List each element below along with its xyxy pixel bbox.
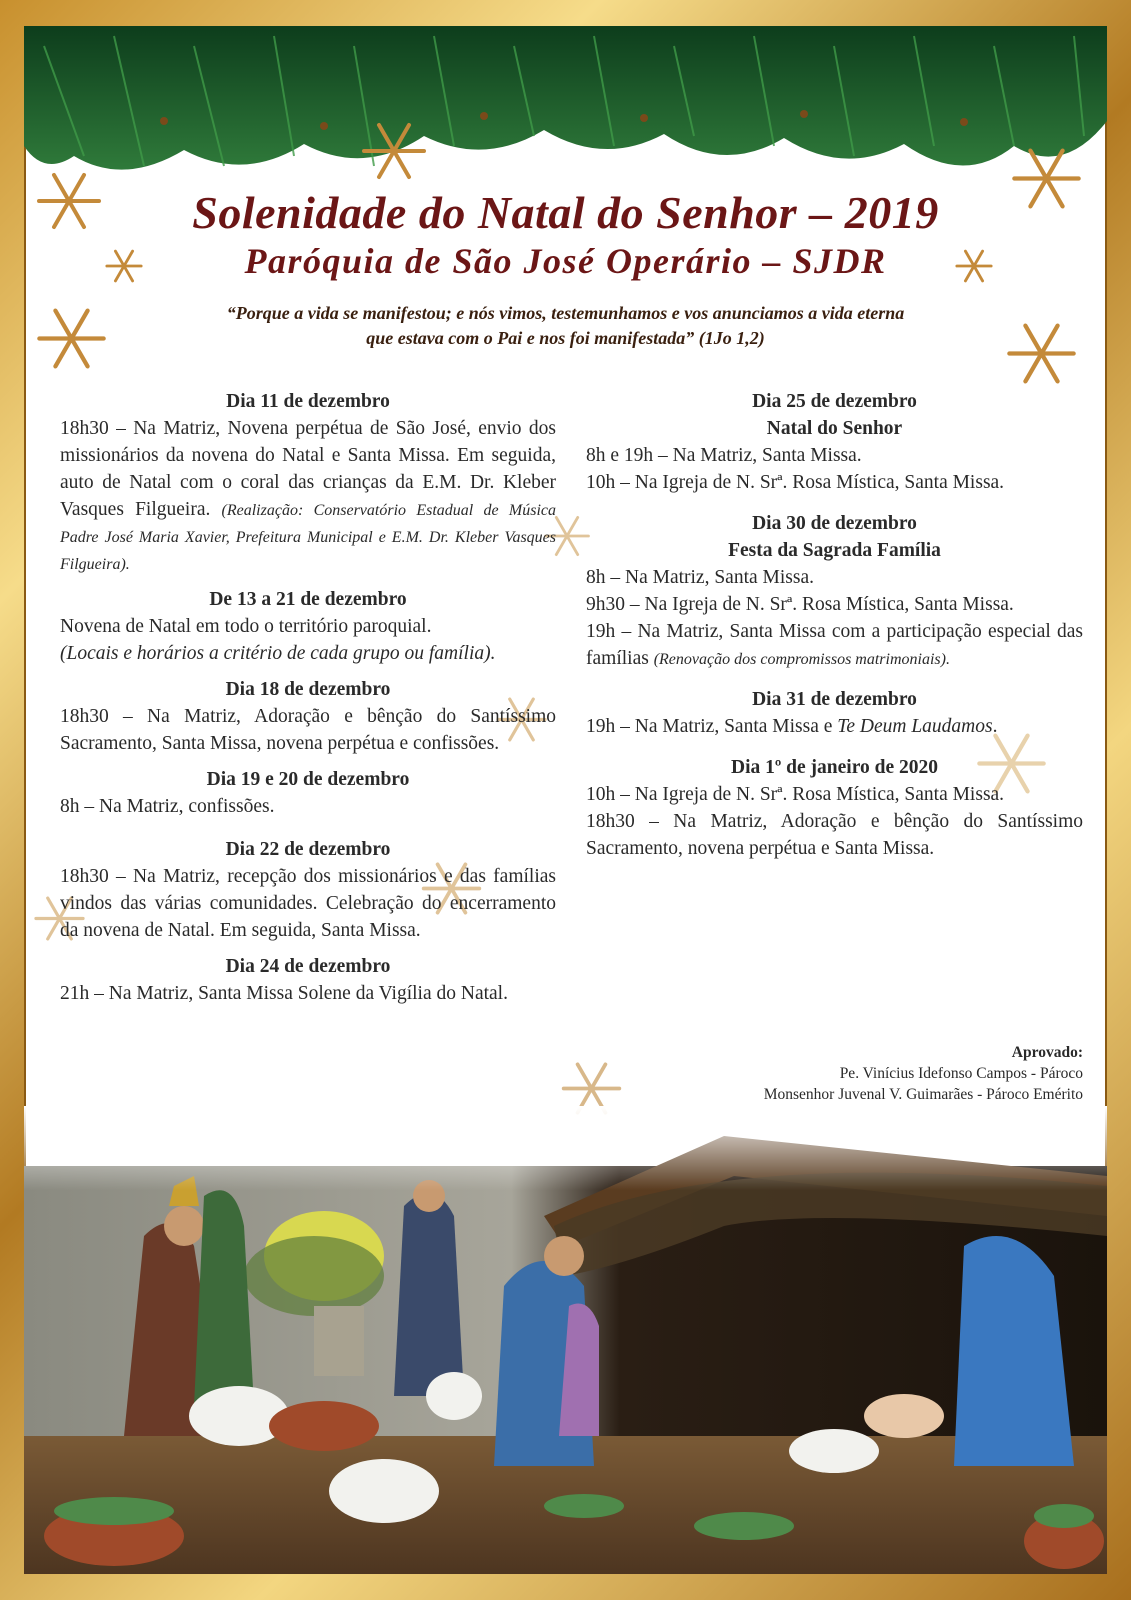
quote-line: que estava com o Pai e nos foi manifestada” (1Jo 1,2) xyxy=(366,328,765,348)
poster-title: Solenidade do Natal do Senhor – 2019 xyxy=(192,187,939,238)
schedule-section xyxy=(60,953,556,1007)
snowflake-icon xyxy=(34,301,109,376)
section-text: 19h – Na Matriz, Santa Missa e xyxy=(586,716,833,737)
section-heading: Dia 25 de dezembro xyxy=(752,391,917,412)
section-line xyxy=(586,618,1083,672)
section-heading: Dia 22 de dezembro xyxy=(225,839,391,860)
section-italic: Te Deum Laudamos xyxy=(837,716,993,737)
section-line: 19h – Na Matriz, Santa Missa e Te Deum Laudamos. xyxy=(586,716,998,737)
section-heading: Dia 19 e 20 de dezembro xyxy=(206,769,410,790)
section-subheading: Natal do Senhor xyxy=(766,418,903,439)
section-line: 9h30 – Na Igreja de N. Srª. Rosa Mística, Santa Missa. xyxy=(586,594,1014,615)
section-heading: Dia 11 de dezembro xyxy=(226,391,390,412)
section-heading: Dia 1º de janeiro de 2020 xyxy=(730,757,939,778)
quote-line: “Porque a vida se manifestou; e nós vimos, testemunhamos e vos anunciamos a vida eterna xyxy=(226,303,905,323)
section-text: 21h – Na Matriz, Santa Missa Solene da Vigília do Natal. xyxy=(60,983,508,1004)
schedule-section xyxy=(586,388,1083,496)
section-text: 19h – Na Matriz, Santa Missa com a participação especial das famílias xyxy=(586,621,1083,669)
schedule-section xyxy=(60,586,556,667)
section-heading: Dia 18 de dezembro xyxy=(225,679,391,700)
pine-garland-decoration xyxy=(24,26,1107,186)
section-line: 8h – Na Matriz, Santa Missa. xyxy=(586,567,815,588)
section-body xyxy=(60,415,556,577)
schedule-section xyxy=(586,510,1083,672)
poster-subtitle: Paróquia de São José Operário – SJDR xyxy=(244,241,887,281)
section-text: Novena de Natal em todo o território paroquial. xyxy=(60,616,432,637)
section-note: (Realização: Conservatório Estadual de Música Padre José Maria Xavier, Prefeitura Municipal e E.M. Dr. Kleber Vasques Filgueira). xyxy=(60,502,556,573)
schedule-section xyxy=(60,836,556,944)
section-note: (Renovação dos compromissos matrimoniais). xyxy=(653,651,950,668)
schedule-section xyxy=(586,754,1083,862)
approval-block xyxy=(764,1042,1083,1105)
section-text: 8h – Na Matriz, confissões. xyxy=(60,796,275,817)
approval-signer: Pe. Vinícius Idefonso Campos - Pároco xyxy=(839,1065,1083,1082)
schedule-section xyxy=(60,676,556,757)
section-note: (Locais e horários a critério de cada grupo ou família). xyxy=(60,643,496,664)
section-heading: Dia 24 de dezembro xyxy=(225,956,391,977)
bible-quote xyxy=(104,301,1027,351)
schedule-section xyxy=(60,766,556,820)
section-subheading: Festa da Sagrada Família xyxy=(728,540,941,561)
schedule-section xyxy=(60,388,556,577)
section-text: 18h30 – Na Matriz, Adoração e bênção do Santíssimo Sacramento, Santa Missa, novena perpétua e confissões. xyxy=(60,706,556,754)
approval-label: Aprovado: xyxy=(1011,1044,1083,1061)
approval-signer: Monsenhor Juvenal V. Guimarães - Pároco Emérito xyxy=(763,1086,1083,1103)
section-line: 10h – Na Igreja de N. Srª. Rosa Mística, Santa Missa. xyxy=(586,784,1005,805)
section-text: 18h30 – Na Matriz, Novena perpétua de São José, envio dos missionários da novena do Natal e Santa Missa. Em seguida, auto de Natal com o coral das crianças da E.M. Dr. Kleber Vasques Filgueira. xyxy=(60,418,556,520)
section-heading: Dia 31 de dezembro xyxy=(752,689,917,710)
schedule-section xyxy=(586,686,1083,740)
nativity-scene-photo xyxy=(24,1106,1107,1574)
section-heading: Dia 30 de dezembro xyxy=(752,513,917,534)
schedule-left-column xyxy=(60,388,556,1016)
poster xyxy=(24,26,1107,1574)
section-line: 10h – Na Igreja de N. Srª. Rosa Mística, Santa Missa. xyxy=(586,472,1005,493)
section-line: 8h e 19h – Na Matriz, Santa Missa. xyxy=(586,445,862,466)
snowflake-icon xyxy=(359,116,429,186)
schedule-right-column xyxy=(586,388,1083,871)
section-line: 18h30 – Na Matriz, Adoração e bênção do Santíssimo Sacramento, novena perpétua e Santa Missa. xyxy=(586,811,1083,859)
section-heading: De 13 a 21 de dezembro xyxy=(209,589,407,610)
section-text: 18h30 – Na Matriz, recepção dos missionários e das famílias vindos das várias comunidades. Celebração do encerramento da novena de Natal. Em seguida, Santa Missa. xyxy=(60,866,556,941)
